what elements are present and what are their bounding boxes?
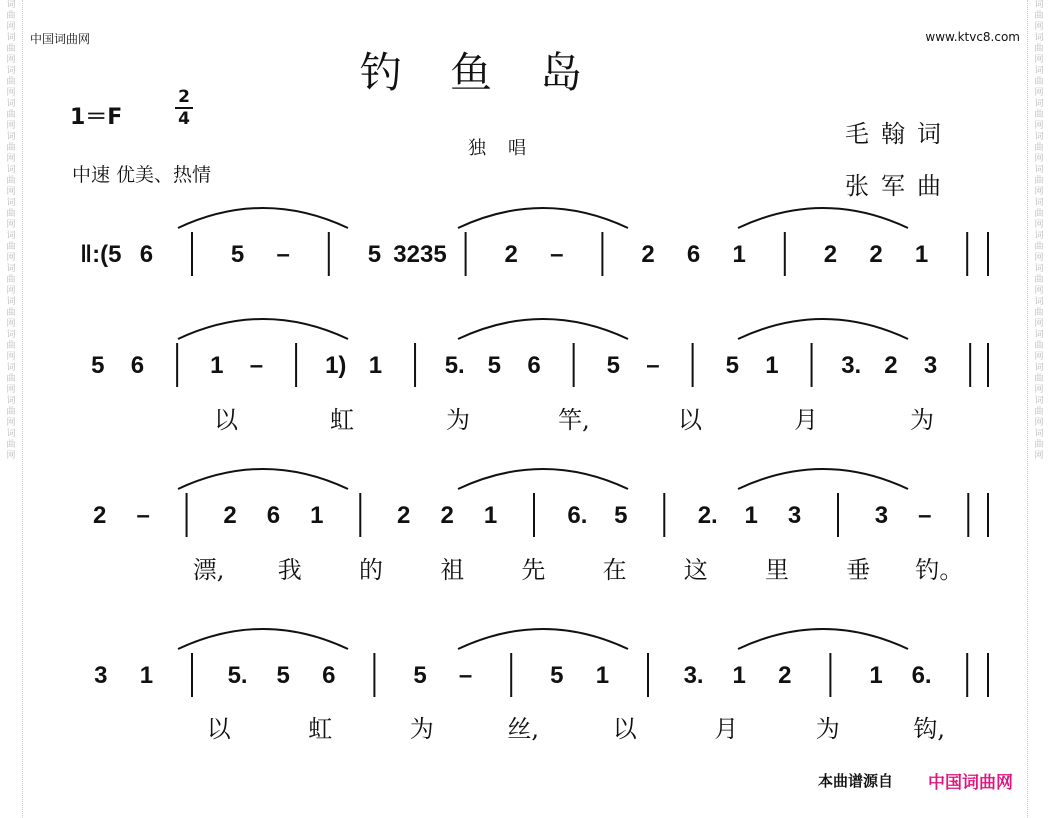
lyric-syllable: 虹 xyxy=(330,406,354,434)
lyric-syllable: 钩, xyxy=(913,715,946,743)
lyric-syllable: 虹 xyxy=(308,715,333,743)
note: 1 xyxy=(914,241,929,268)
slur xyxy=(458,469,628,489)
watermark-text: 词曲网 xyxy=(6,330,16,362)
song-title: 钓鱼岛 xyxy=(360,48,631,97)
note: 1 xyxy=(869,662,883,689)
slur xyxy=(178,208,348,228)
note: 2 xyxy=(504,241,518,268)
site-url: www.ktvc8.com xyxy=(925,30,1020,44)
note: 2 xyxy=(440,502,454,529)
note: 5 xyxy=(230,241,245,268)
lyric-syllable: 的 xyxy=(359,556,383,584)
note: 2 xyxy=(93,502,107,529)
note: 5 xyxy=(487,352,502,379)
watermark-text: 词曲网 xyxy=(6,264,16,296)
watermark-text: 词曲网 xyxy=(1034,99,1044,131)
tempo-marking: 中速 优美、热情 xyxy=(72,164,212,186)
lyric-syllable: 漂, xyxy=(192,556,225,584)
watermark-text: 词曲网 xyxy=(1034,264,1044,296)
watermark-text: 词曲网 xyxy=(6,99,16,131)
slur xyxy=(458,208,628,228)
note: 5 xyxy=(550,662,564,689)
slur xyxy=(458,629,628,649)
watermark-text: 词曲网 xyxy=(6,132,16,164)
lyric-syllable: 先 xyxy=(521,556,546,584)
note: 2. xyxy=(697,502,718,529)
note: 3235 xyxy=(393,241,447,268)
note: – xyxy=(136,502,150,529)
lyric-syllable: 丝, xyxy=(507,715,540,743)
note: ‖:(5 xyxy=(80,241,122,268)
note: 3. xyxy=(841,352,862,379)
note: 2 xyxy=(397,502,411,529)
note: – xyxy=(249,352,264,379)
watermark-text: 词曲网 xyxy=(1034,198,1044,230)
watermark-text: 词曲网 xyxy=(1034,66,1044,98)
lyric-syllable: 以 xyxy=(678,406,702,434)
lyric-syllable: 月 xyxy=(794,406,818,434)
watermark-text: 词曲网 xyxy=(1034,33,1044,65)
note: 5 xyxy=(276,662,290,689)
note: 1) xyxy=(325,352,347,379)
note: 6 xyxy=(527,352,541,379)
watermark-text: 词曲网 xyxy=(6,33,16,65)
note: 2 xyxy=(223,502,237,529)
lyricist-credit: 毛翰词 xyxy=(845,120,953,148)
note: 5. xyxy=(444,352,465,379)
note: 5. xyxy=(227,662,248,689)
note: 5 xyxy=(606,352,620,379)
note: 1 xyxy=(368,352,383,379)
lyric-syllable: 以 xyxy=(612,715,637,743)
slur xyxy=(178,319,348,339)
lyric-syllable: 我 xyxy=(277,556,302,584)
note: – xyxy=(646,352,660,379)
note: 1 xyxy=(210,352,224,379)
slur xyxy=(458,319,628,339)
note: 5 xyxy=(725,352,739,379)
note: 3 xyxy=(94,662,108,689)
lyric-syllable: 以 xyxy=(206,715,231,743)
time-signature-top: 2 xyxy=(178,87,190,107)
watermark-text: 词曲网 xyxy=(6,66,16,98)
watermark-text: 词曲网 xyxy=(1034,297,1044,329)
slur xyxy=(738,469,908,489)
slur xyxy=(178,469,348,489)
note: 1 xyxy=(732,662,746,689)
note: 3 xyxy=(923,352,938,379)
note: 1 xyxy=(765,352,779,379)
watermark-text: 词曲网 xyxy=(1034,165,1044,197)
watermark-text: 词曲网 xyxy=(1034,363,1044,395)
watermark-text: 词曲网 xyxy=(1034,330,1044,362)
note: 2 xyxy=(884,352,898,379)
key-signature: 1＝F xyxy=(70,105,123,130)
lyric-syllable: 月 xyxy=(714,715,739,743)
note: 6. xyxy=(911,662,932,689)
watermark-text: 词曲网 xyxy=(1034,132,1044,164)
watermark-text: 词曲网 xyxy=(6,198,16,230)
note: 2 xyxy=(869,241,883,268)
watermark-text: 词曲网 xyxy=(6,429,16,461)
watermark-text: 词曲网 xyxy=(6,231,16,263)
note: 2 xyxy=(778,662,792,689)
note: – xyxy=(550,241,564,268)
watermark-text: 词曲网 xyxy=(1034,231,1044,263)
note: 1 xyxy=(732,241,746,268)
note: 6 xyxy=(130,352,145,379)
note: 5 xyxy=(413,662,427,689)
watermark-text: 词曲网 xyxy=(1034,429,1044,461)
watermark-text: 词曲网 xyxy=(1034,396,1044,428)
note: 5 xyxy=(91,352,105,379)
note: 1 xyxy=(595,662,610,689)
time-signature-bottom: 4 xyxy=(178,109,190,129)
note: – xyxy=(276,241,290,268)
lyric-syllable: 这 xyxy=(683,556,708,584)
lyric-syllable: 为 xyxy=(409,715,434,743)
lyric-syllable: 祖 xyxy=(440,556,465,584)
watermark-text: 词曲网 xyxy=(6,165,16,197)
note: 2 xyxy=(823,241,838,268)
note: 1 xyxy=(483,502,498,529)
watermark-text: 词曲网 xyxy=(6,396,16,428)
note: 2 xyxy=(641,241,655,268)
lyric-syllable: 垂 xyxy=(846,556,871,584)
slur xyxy=(178,629,348,649)
slur xyxy=(738,629,908,649)
lyric-syllable: 为 xyxy=(815,715,840,743)
note: 5 xyxy=(614,502,628,529)
note: 6. xyxy=(567,502,588,529)
note: 5 xyxy=(367,241,382,268)
lyric-syllable: 在 xyxy=(602,556,627,584)
site-name: 中国词曲网 xyxy=(30,32,91,46)
note: 6 xyxy=(322,662,336,689)
lyric-syllable: 钓。 xyxy=(915,556,964,584)
note: – xyxy=(918,502,932,529)
lyric-syllable: 为 xyxy=(446,406,470,434)
note: 3 xyxy=(874,502,889,529)
note: 3 xyxy=(787,502,802,529)
watermark-text: 词曲网 xyxy=(6,363,16,395)
lyric-syllable: 以 xyxy=(214,406,238,434)
footer-source-label: 本曲谱源自 xyxy=(818,772,894,790)
slur xyxy=(738,208,908,228)
note: 1 xyxy=(744,502,758,529)
composer-credit: 张军曲 xyxy=(845,172,953,200)
watermark-text: 词曲网 xyxy=(6,0,16,32)
note: 1 xyxy=(310,502,324,529)
note: 3. xyxy=(683,662,704,689)
note: 6 xyxy=(686,241,701,268)
note: 6 xyxy=(139,241,154,268)
lyric-syllable: 竿, xyxy=(558,406,590,434)
note: 6 xyxy=(266,502,281,529)
lyric-syllable: 里 xyxy=(765,556,789,584)
watermark-text: 词曲网 xyxy=(1034,0,1044,32)
footer-brand: 中国词曲网 xyxy=(928,773,1013,793)
performance-type: 独唱 xyxy=(468,138,548,159)
slur xyxy=(738,319,908,339)
note: – xyxy=(458,662,473,689)
note: 1 xyxy=(139,662,154,689)
lyric-syllable: 为 xyxy=(910,406,934,434)
watermark-text: 词曲网 xyxy=(6,297,16,329)
